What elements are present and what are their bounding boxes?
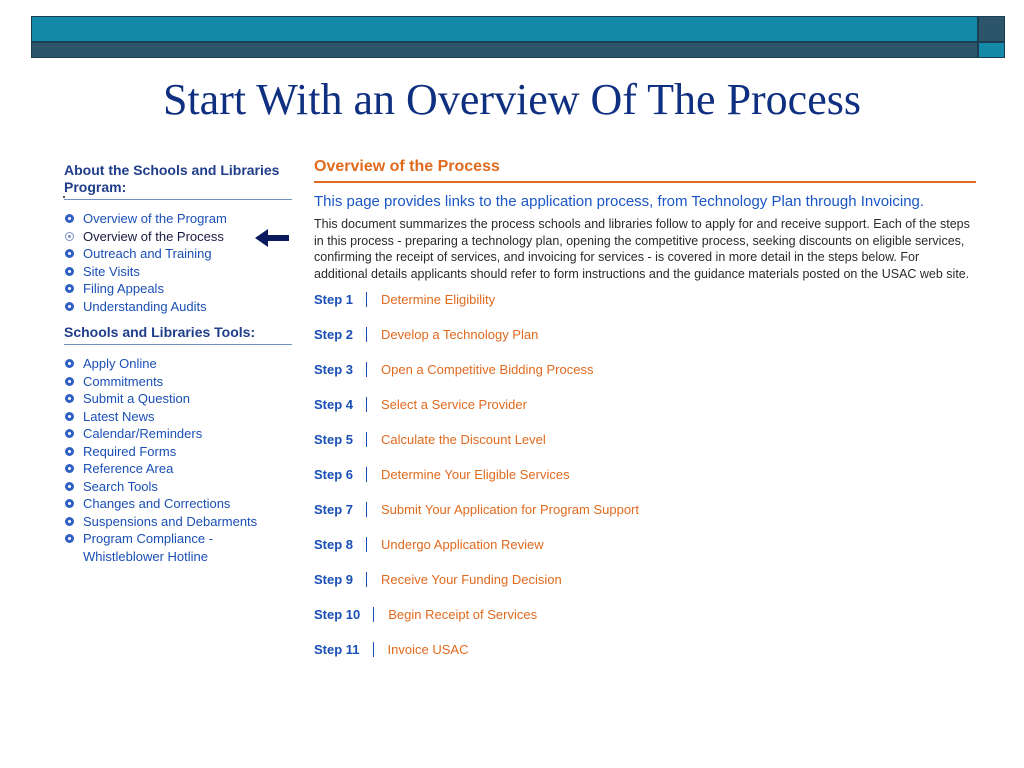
sidebar-about-item[interactable] bbox=[64, 210, 292, 228]
sidebar-item-label: Program Compliance - Whistleblower Hotline bbox=[83, 531, 214, 564]
sidebar-tools-item[interactable] bbox=[64, 495, 292, 513]
sidebar-tools-item[interactable] bbox=[64, 513, 292, 531]
step-row bbox=[314, 537, 976, 572]
sidebar-about-heading: About the Schools and Libraries Program: bbox=[64, 162, 292, 200]
step-number: Step 10 bbox=[314, 607, 361, 622]
sidebar-item-label: Overview of the Program bbox=[83, 211, 227, 226]
step-link[interactable]: Submit Your Application for Program Support bbox=[381, 502, 639, 517]
step-link[interactable]: Develop a Technology Plan bbox=[381, 327, 539, 342]
step-number: Step 4 bbox=[314, 397, 354, 412]
step-number: Step 7 bbox=[314, 502, 354, 517]
sidebar-about-item[interactable] bbox=[64, 298, 292, 316]
step-separator bbox=[366, 572, 367, 587]
step-separator bbox=[366, 327, 367, 342]
sidebar-item-label: Required Forms bbox=[83, 443, 177, 459]
bullet-icon bbox=[65, 499, 74, 508]
step-row bbox=[314, 397, 976, 432]
intro-body: This document summarizes the process schools and libraries follow to apply for and receive support. Each of the steps in this process - preparing a technology plan, opening the competitive process, seeking discounts on eligible services, confirming the receipt of services, and invoicing for services - is covered in more detail in the steps below. For additional details applicants should refer to form instructions and the guidance materials posted on the USAC web site. bbox=[314, 217, 970, 281]
bullet-icon bbox=[65, 284, 74, 293]
step-number: Step 1 bbox=[314, 292, 354, 307]
bullet-icon bbox=[65, 464, 74, 473]
sidebar-about-item[interactable] bbox=[64, 280, 292, 298]
main-content bbox=[314, 158, 976, 677]
bullet-icon bbox=[65, 267, 74, 276]
pointer-arrow-icon bbox=[255, 228, 291, 248]
sidebar-item-label: Commitments bbox=[83, 373, 164, 389]
sidebar-item-label: Site Visits bbox=[83, 263, 140, 279]
sidebar-tools-item[interactable] bbox=[64, 478, 292, 496]
bullet-icon bbox=[65, 214, 74, 223]
step-link[interactable]: Calculate the Discount Level bbox=[381, 432, 546, 447]
step-row bbox=[314, 362, 976, 397]
step-row bbox=[314, 502, 976, 537]
step-row bbox=[314, 327, 976, 362]
step-separator bbox=[366, 502, 367, 517]
step-row bbox=[314, 467, 976, 502]
step-number: Step 2 bbox=[314, 327, 354, 342]
sidebar-item-label: Search Tools bbox=[83, 478, 158, 494]
sidebar-item-label: Apply Online bbox=[83, 356, 157, 371]
bullet-icon bbox=[65, 517, 74, 526]
step-separator bbox=[366, 362, 367, 377]
bullet-icon bbox=[65, 302, 74, 311]
header-square-top bbox=[978, 16, 1005, 42]
step-row bbox=[314, 607, 976, 642]
step-link[interactable]: Undergo Application Review bbox=[381, 537, 544, 552]
bullet-icon bbox=[65, 359, 74, 368]
sidebar-tools-item[interactable] bbox=[64, 408, 292, 426]
step-separator bbox=[373, 642, 374, 657]
step-number: Step 9 bbox=[314, 572, 354, 587]
step-number: Step 5 bbox=[314, 432, 354, 447]
sidebar-item-label: Changes and Corrections bbox=[83, 496, 231, 511]
sidebar-item-label: Filing Appeals bbox=[83, 281, 164, 296]
header-bar-bottom bbox=[31, 42, 978, 58]
step-number: Step 11 bbox=[314, 642, 360, 657]
step-row bbox=[314, 642, 976, 677]
step-link[interactable]: Determine Eligibility bbox=[381, 292, 496, 307]
sidebar-tools-item[interactable] bbox=[64, 530, 292, 565]
step-number: Step 3 bbox=[314, 362, 354, 377]
step-row bbox=[314, 432, 976, 467]
steps-list bbox=[314, 292, 976, 677]
header-square-bottom bbox=[978, 42, 1005, 58]
step-separator bbox=[366, 292, 367, 307]
bullet-icon bbox=[65, 377, 74, 386]
sidebar bbox=[64, 162, 292, 565]
main-title: Overview of the Process bbox=[314, 158, 976, 183]
step-link[interactable]: Select a Service Provider bbox=[381, 397, 527, 412]
sidebar-tools-item[interactable] bbox=[64, 373, 292, 391]
intro-lead: This page provides links to the application process, from Technology Plan through Invoicing. bbox=[314, 193, 925, 210]
step-link[interactable]: Receive Your Funding Decision bbox=[381, 572, 562, 587]
step-link[interactable]: Determine Your Eligible Services bbox=[381, 467, 570, 482]
step-link[interactable]: Invoice USAC bbox=[387, 642, 469, 657]
sidebar-item-label: Overview of the Process bbox=[83, 228, 224, 244]
step-row bbox=[314, 292, 976, 327]
sidebar-item-label: Understanding Audits bbox=[83, 298, 207, 314]
sidebar-item-label: Reference Area bbox=[83, 461, 174, 476]
bullet-icon bbox=[65, 412, 74, 421]
step-separator bbox=[366, 432, 367, 447]
sidebar-tools-item[interactable] bbox=[64, 425, 292, 443]
sidebar-tools-item[interactable] bbox=[64, 390, 292, 408]
slide-title: Start With an Overview Of The Process bbox=[162, 75, 861, 124]
step-separator bbox=[366, 537, 367, 552]
step-separator bbox=[373, 607, 374, 622]
sidebar-item-label: Calendar/Reminders bbox=[83, 426, 203, 441]
bullet-icon bbox=[65, 534, 74, 543]
step-separator bbox=[366, 467, 367, 482]
sidebar-item-label: Submit a Question bbox=[83, 391, 190, 406]
bullet-icon bbox=[65, 482, 74, 491]
sidebar-tools-heading: Schools and Libraries Tools: bbox=[64, 324, 292, 345]
bullet-icon bbox=[65, 429, 74, 438]
bullet-icon bbox=[65, 249, 74, 258]
sidebar-item-label: Outreach and Training bbox=[83, 246, 212, 261]
sidebar-about-item[interactable] bbox=[64, 263, 292, 281]
step-number: Step 6 bbox=[314, 467, 354, 482]
bullet-icon bbox=[65, 232, 74, 241]
step-number: Step 8 bbox=[314, 537, 354, 552]
step-link[interactable]: Open a Competitive Bidding Process bbox=[381, 362, 594, 377]
header-bar-top bbox=[31, 16, 978, 42]
sidebar-tools-list bbox=[64, 355, 292, 565]
step-separator bbox=[366, 397, 367, 412]
step-row bbox=[314, 572, 976, 607]
sidebar-tools-item[interactable] bbox=[64, 355, 292, 373]
step-link[interactable]: Begin Receipt of Services bbox=[388, 607, 538, 622]
sidebar-item-label: Suspensions and Debarments bbox=[83, 513, 258, 529]
sidebar-tools-item[interactable] bbox=[64, 443, 292, 461]
sidebar-item-label: Latest News bbox=[83, 408, 155, 424]
sidebar-tools-item[interactable] bbox=[64, 460, 292, 478]
bullet-icon bbox=[65, 447, 74, 456]
sidebar-about-list bbox=[64, 210, 292, 315]
bullet-icon bbox=[65, 394, 74, 403]
